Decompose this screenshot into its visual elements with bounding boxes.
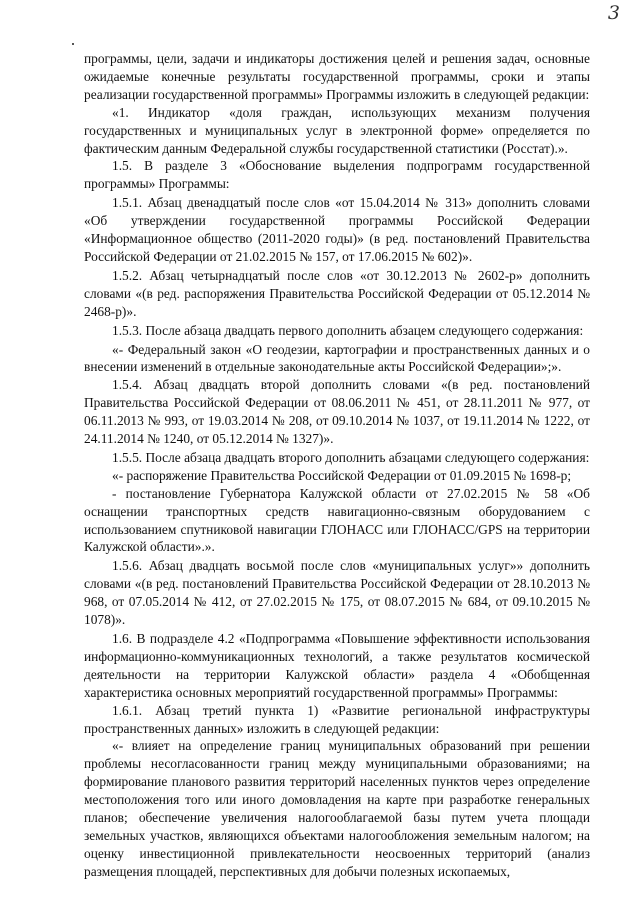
paragraph-1-5-5: 1.5.5. После абзаца двадцать второго дополнить абзацами следующего содержания: [112,449,590,465]
paragraph-1-5-4: 1.5.4. Абзац двадцать второй дополнить словами «(в ред. постановлений Правительства Российской Федерации от 08.06.2011 № 451, от 28.11.2011 № 977, от 06.11.2013 № 993, от 19.03.2014 № 208, от 09.10.2014 № 1037, от 19.11.2014 № 1222, от 24.11.2014 № 1240, от 05.12.2014 № 1327)». [84,377,590,447]
document-body [84,50,590,881]
paragraph-federal-law: «- Федеральный закон «О геодезии, картографии и пространственных данных и о внесении изменений в отдельные законодательные акты Российской Федерации»;». [84,341,590,375]
paragraph-1-5-2: 1.5.2. Абзац четырнадцатый после слов «от 30.12.2013 № 2602-р» дополнить словами «(в ред. распоряжения Правительства Российской Федерации от 05.12.2014 № 2468-р)». [84,267,590,319]
paragraph-order-1698: «- распоряжение Правительства Российской Федерации от 01.09.2015 № 1698-р; [112,467,572,483]
paragraph-indicator: «1. Индикатор «доля граждан, использующих механизм получения государственных и муниципальных услуг в электронной форме» определяется по фактическим данным Федеральной службы государственной статистики (Росстат).». [84,104,590,156]
page-number: 3 [607,2,620,24]
paragraph-1-5-1: 1.5.1. Абзац двенадцатый после слов «от 15.04.2014 № 313» дополнить словами «Об утверждении государственной программы Российской Федерации «Информационное общество (2011-2020 годы)» (в ред. постановлений Правительства Российской Федерации от 21.02.2015 № 157, от 17.06.2015 № 602)». [84,195,590,264]
margin-dot [72,43,74,45]
paragraph-1-6-1: 1.6.1. Абзац третий пункта 1) «Развитие региональной инфраструктуры пространственных данных» изложить в следующей редакции: [84,702,590,736]
paragraph-1-5: 1.5. В разделе 3 «Обоснование выделения подпрограмм государственной программы» Программы: [84,158,590,192]
paragraph-new-wording: «- влияет на определение границ муниципальных образований при решении проблемы несогласованности границ между муниципальными образованиями; на формирование планового развития территорий населенных пунктов через определение местоположения того или иного домовладения на карте при разработке генеральных планов; обеспечение увеличения налогооблагаемой базы путем учета площади земельных участков, являющихся объектами налогообложения земельным налогом; на оценку инвестиционной привлекательности неосвоенных территорий (анализ размещения площадей, перспективных для добычи полезных ископаемых, [84,738,590,879]
paragraph-continuation: программы, цели, задачи и индикаторы достижения целей и решения задач, основные ожидаемые конечные результаты государственной программы, сроки и этапы реализации государственной программы» Программы изложить в следующей редакции: [84,51,590,102]
paragraph-1-5-6: 1.5.6. Абзац двадцать восьмой после слов «муниципальных услуг»» дополнить словами «(в ред. постановлений Правительства Российской Федерации от 28.10.2013 № 968, от 07.05.2014 № 412, от 27.02.2015 № 175, от 08.07.2015 № 684, от 09.10.2015 № 1078)». [84,558,590,628]
paragraph-governor-decree: - постановление Губернатора Калужской области от 27.02.2015 № 58 «Об оснащении транспортных средств навигационно-связным оборудованием с использованием спутниковой навигации ГЛОНАСС или ГЛОНАСС/GPS на территории Калужской области».». [84,485,590,555]
paragraph-1-5-3: 1.5.3. После абзаца двадцать первого дополнить абзацем следующего содержания: [112,322,584,338]
paragraph-1-6: 1.6. В подразделе 4.2 «Подпрограмма «Повышение эффективности использования информационно-коммуникационных технологий, а также результатов космической деятельности на территории Калужской области» раздела 4 «Обобщенная характеристика основных мероприятий государственной программы» Программы: [84,631,590,700]
